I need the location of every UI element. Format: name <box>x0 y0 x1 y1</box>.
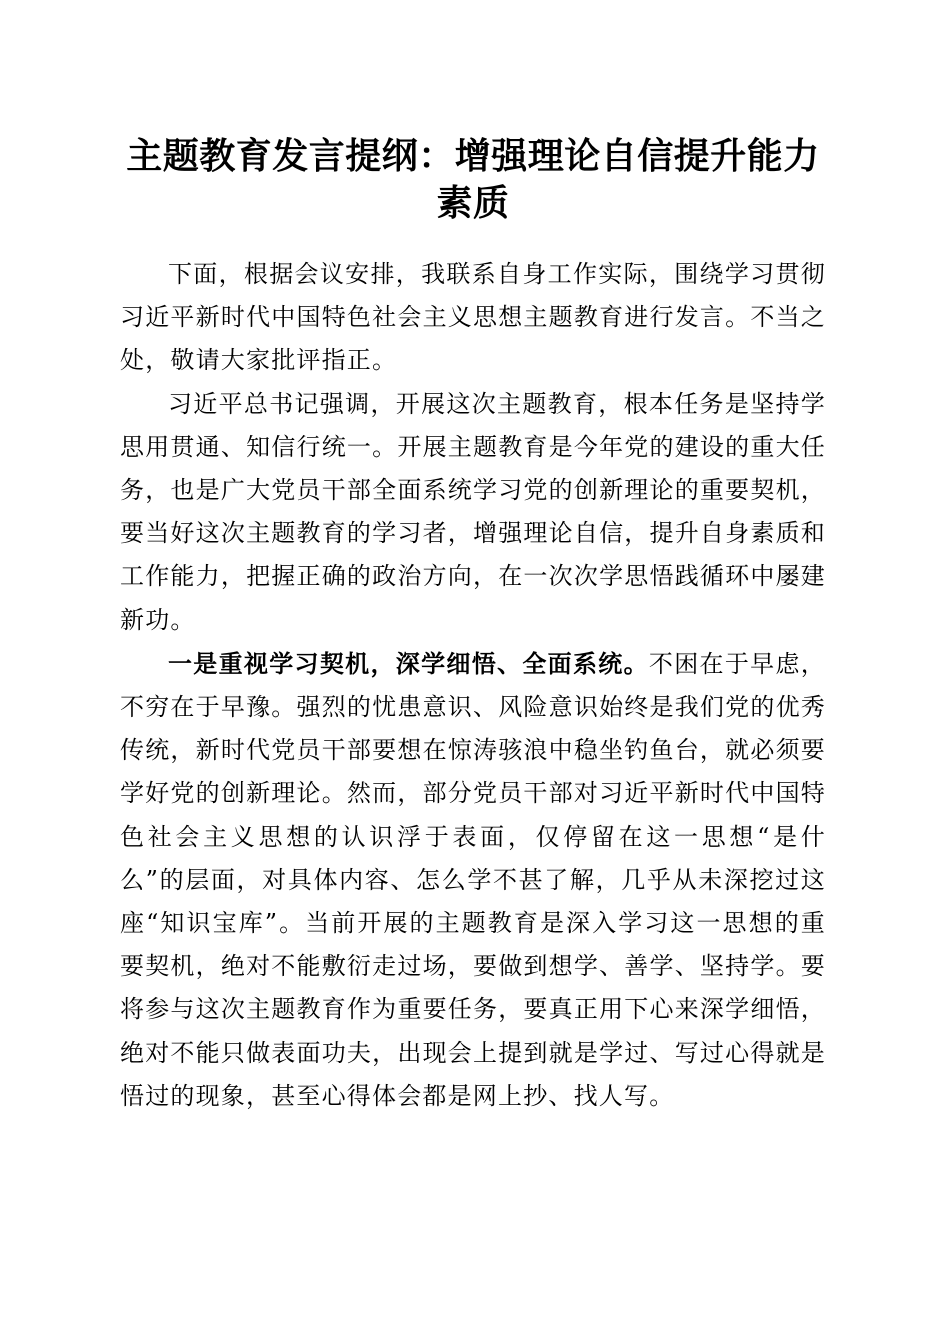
document-body <box>120 253 826 1118</box>
paragraph-intro <box>120 253 826 383</box>
document-title: 主题教育发言提纲：增强理论自信提升能力素质 <box>126 135 820 224</box>
paragraph-text: 不困在于早虑，不穷在于早豫。强烈的忧患意识、风险意识始终是我们党的优秀传统，新时代党员干部要想在惊涛骇浪中稳坐钓鱼台，就必须要学好党的创新理论。然而，部分党员干部对习近平新时代中国特色社会主义思想的认识浮于表面，仅停留在这一思想“是什么”的层面，对具体内容、怎么学不甚了解，几乎从未深挖过这座“知识宝库”。当前开展的主题教育是深入学习这一思想的重要契机，绝对不能敷衍走过场，要做到想学、善学、坚持学。要将参与这次主题教育作为重要任务，要真正用下心来深学细悟，绝对不能只做表面功夫，出现会上提到就是学过、写过心得就是悟过的现象，甚至心得体会都是网上抄、找人写。 <box>120 649 826 1110</box>
paragraph-task <box>120 383 826 642</box>
paragraph-text: 下面，根据会议安排，我联系自身工作实际，围绕学习贯彻习近平新时代中国特色社会主义思想主题教育进行发言。不当之处，敬请大家批评指正。 <box>120 260 826 375</box>
paragraph-lead: 一是重视学习契机，深学细悟、全面系统。 <box>168 648 649 678</box>
paragraph-point-one <box>120 642 826 1118</box>
paragraph-text: 习近平总书记强调，开展这次主题教育，根本任务是坚持学思用贯通、知信行统一。开展主题教育是今年党的建设的重大任务，也是广大党员干部全面系统学习党的创新理论的重要契机，要当好这次主题教育的学习者，增强理论自信，提升自身素质和工作能力，把握正确的政治方向，在一次次学思悟践循环中屡建新功。 <box>120 389 826 634</box>
